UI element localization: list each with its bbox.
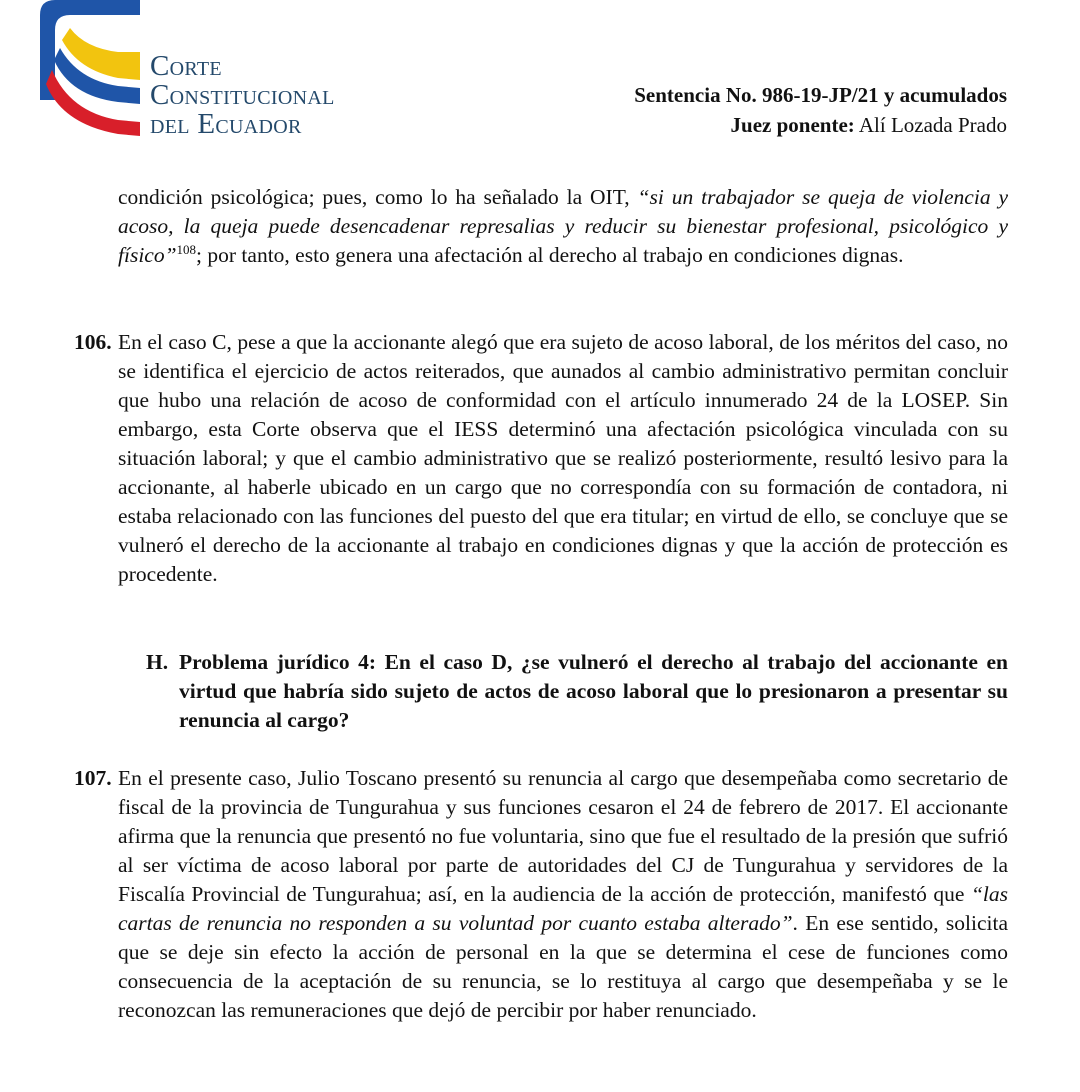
- court-name: [150, 52, 335, 139]
- footnote-ref: 108: [176, 242, 197, 257]
- oit-quote: “si un trabajador se queja de violencia y acoso, la queja puede desencadenar represalias y reducir su bienestar profesional, psicológico y físico”: [118, 185, 1008, 267]
- judge-name: Alí Lozada Prado: [858, 113, 1007, 137]
- paragraph-106-text: En el caso C, pese a que la accionante alegó que era sujeto de acoso laboral, de los méritos del caso, no se identifica el ejercicio de actos reiterados, que aunados al cambio administrativo permitan concluir que hubo una relación de acoso de conformidad con el artículo innumerado 24 de la LOSEP. Sin embargo, esta Corte observa que el IESS determinó una afectación psicológica vinculada con su situación laboral; y que el cambio administrativo que se realizó posteriormente, resultó lesivo para la accionante, al haberle ubicado en un cargo que no correspondía con su formación de contadora, ni estaba relacionado con las funciones del puesto del que era titular; en virtud de ello, se concluye que se vulneró el derecho de la accionante al trabajo en condiciones dignas y que la acción de protección es procedente.: [118, 330, 1008, 586]
- paragraph-number-106: 106.: [74, 330, 112, 354]
- judge-label: Juez ponente:: [730, 113, 855, 137]
- hearing-quote: “las cartas de renuncia no responden a su voluntad por cuanto estaba alterado”: [118, 882, 1008, 935]
- paragraph-107: [118, 764, 1008, 1025]
- continuation-text-2: ; por tanto, esto genera una afectación al derecho al trabajo en condiciones dignas.: [196, 243, 904, 267]
- section-letter: H.: [146, 650, 169, 674]
- paragraph-number-107: 107.: [74, 766, 112, 790]
- court-name-line1: Corte: [150, 50, 222, 82]
- case-info: [634, 80, 1007, 140]
- page-header: [0, 0, 1080, 160]
- section-heading-h: [146, 648, 1008, 735]
- paragraph-106: [118, 328, 1008, 589]
- continuation-text-1: condición psicológica; pues, como lo ha señalado la OIT,: [118, 185, 638, 209]
- paragraph-107-text-2: . En ese sentido, solicita que se deje sin efecto la acción de personal en la que se determina el cese de funciones como consecuencia de la aceptación de su renuncia, se lo restituya al cargo que desempeñaba y se le reconozcan las remuneraciones que dejó de percibir por haber renunciado.: [118, 911, 1008, 1022]
- court-name-line2: Constitucional: [150, 79, 335, 111]
- paragraph-107-text-1: En el presente caso, Julio Toscano presentó su renuncia al cargo que desempeñaba como secretario de fiscal de la provincia de Tungurahua y sus funciones cesaron el 24 de febrero de 2017. El accionante afirma que la renuncia que presentó no fue voluntaria, sino que fue el resultado de la presión que sufrió al ser víctima de acoso laboral por parte de autoridades del CJ de Tungurahua y servidores de la Fiscalía Provincial de Tungurahua; así, en la audiencia de la acción de protección, manifestó que: [118, 766, 1008, 906]
- section-heading-text: Problema jurídico 4: En el caso D, ¿se vulneró el derecho al trabajo del accionante en virtud que habría sido sujeto de actos de acoso laboral que lo presionaron a presentar su renuncia al cargo?: [179, 650, 1008, 732]
- continuation-paragraph: [118, 183, 1008, 270]
- sentence-number: Sentencia No. 986-19-JP/21 y acumulados: [634, 83, 1007, 107]
- court-name-line3: del Ecuador: [150, 108, 302, 140]
- court-logo: [40, 0, 150, 140]
